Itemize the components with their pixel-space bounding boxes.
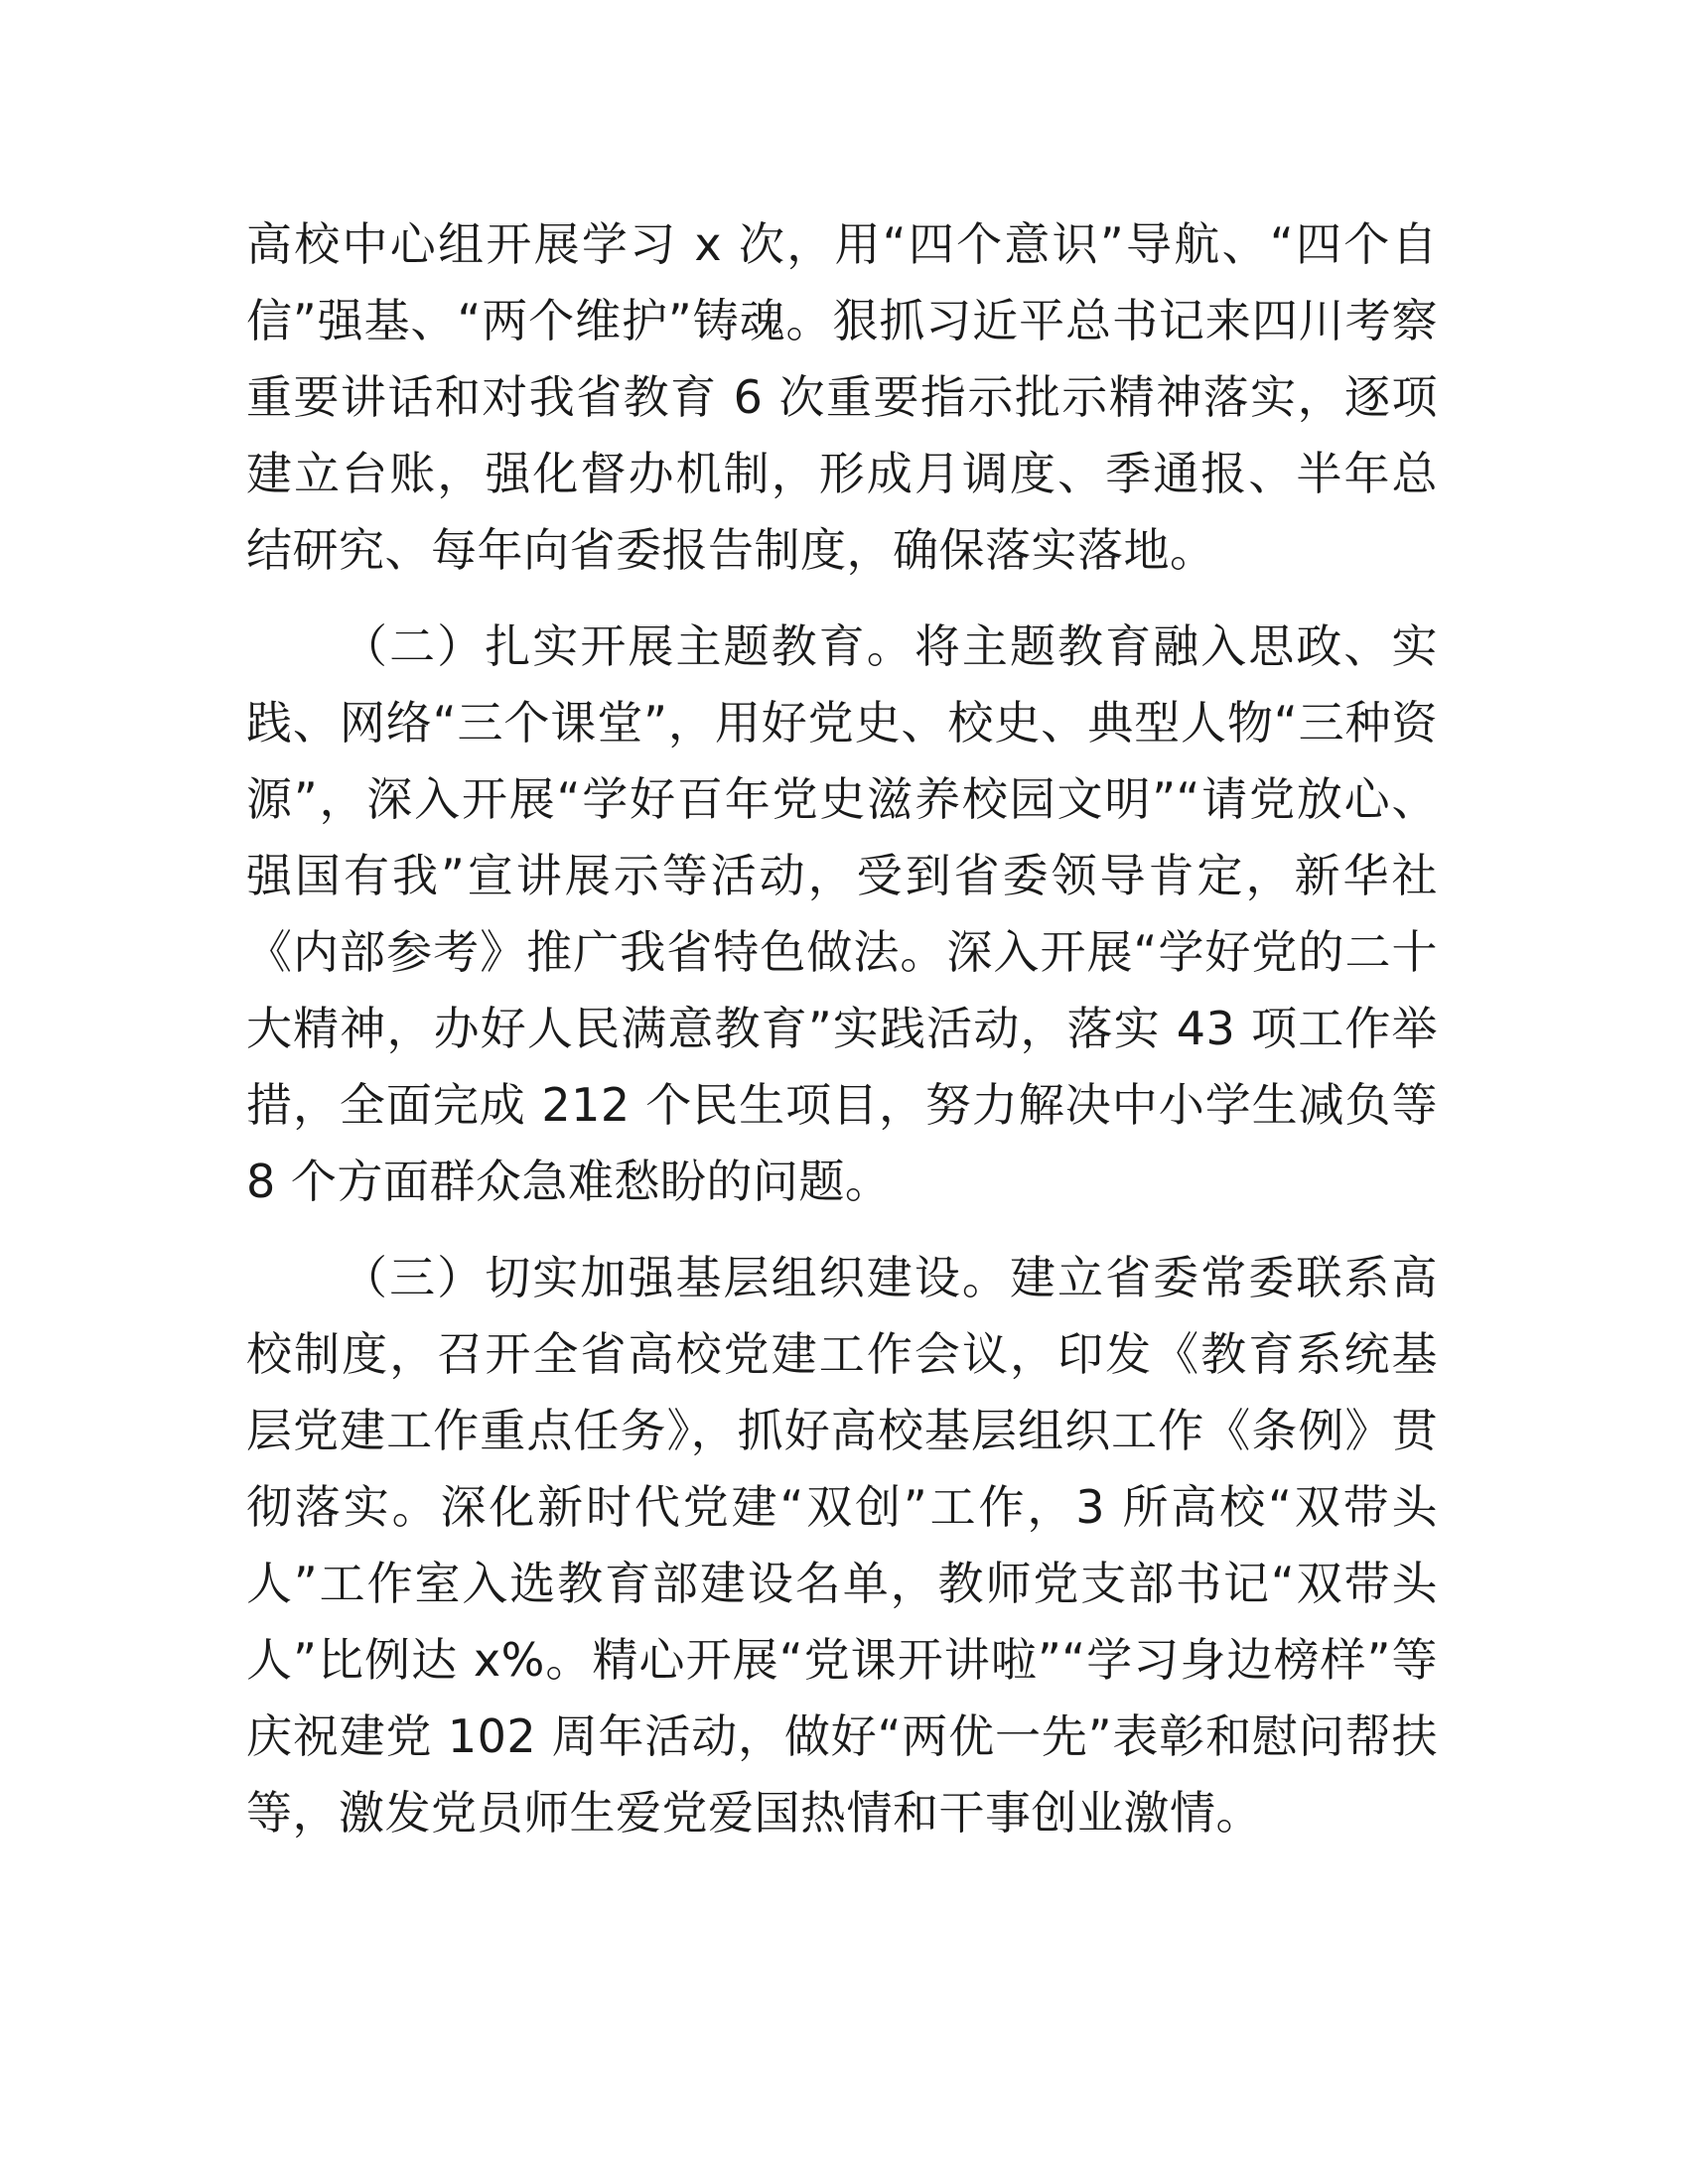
paragraph-theme-education: （二）扎实开展主题教育。将主题教育融入思政、实践、网络“三个课堂”，用好党史、校史、典型人物“三种资源”，深入开展“学好百年党史滋养校园文明”“请党放心、强国有我”宣讲展示等活动，受到省委领导肯定，新华社《内部参考》推广我省特色做法。深入开展“学好党的二十大精神，办好人民满意教育”实践活动，落实 43 项工作举措，全面完成 212 个民生项目，努力解决中小学生减负等 8 个方面群众急难愁盼的问题。: [246, 619, 1438, 1208]
paragraph-grassroots-organization: （三）切实加强基层组织建设。建立省委常委联系高校制度，召开全省高校党建工作会议，印发《教育系统基层党建工作重点任务》，抓好高校基层组织工作《条例》贯彻落实。深化新时代党建“双创”工作，3 所高校“双带头人”工作室入选教育部建设名单，教师党支部书记“双带头人”比例达 x%。精心开展“党课开讲啦”“学习身边榜样”等庆祝建党 102 周年活动，做好“两优一先”表彰和慰问帮扶等，激发党员师生爱党爱国热情和干事创业激情。: [246, 1251, 1438, 1840]
document-body: [246, 206, 1438, 1871]
paragraph-continuation: 高校中心组开展学习 x 次，用“四个意识”导航、“四个自信”强基、“两个维护”铸魂。狠抓习近平总书记来四川考察重要讲话和对我省教育 6 次重要指示批示精神落实，逐项建立台账，强化督办机制，形成月调度、季通报、半年总结研究、每年向省委报告制度，确保落实落地。: [246, 217, 1438, 577]
